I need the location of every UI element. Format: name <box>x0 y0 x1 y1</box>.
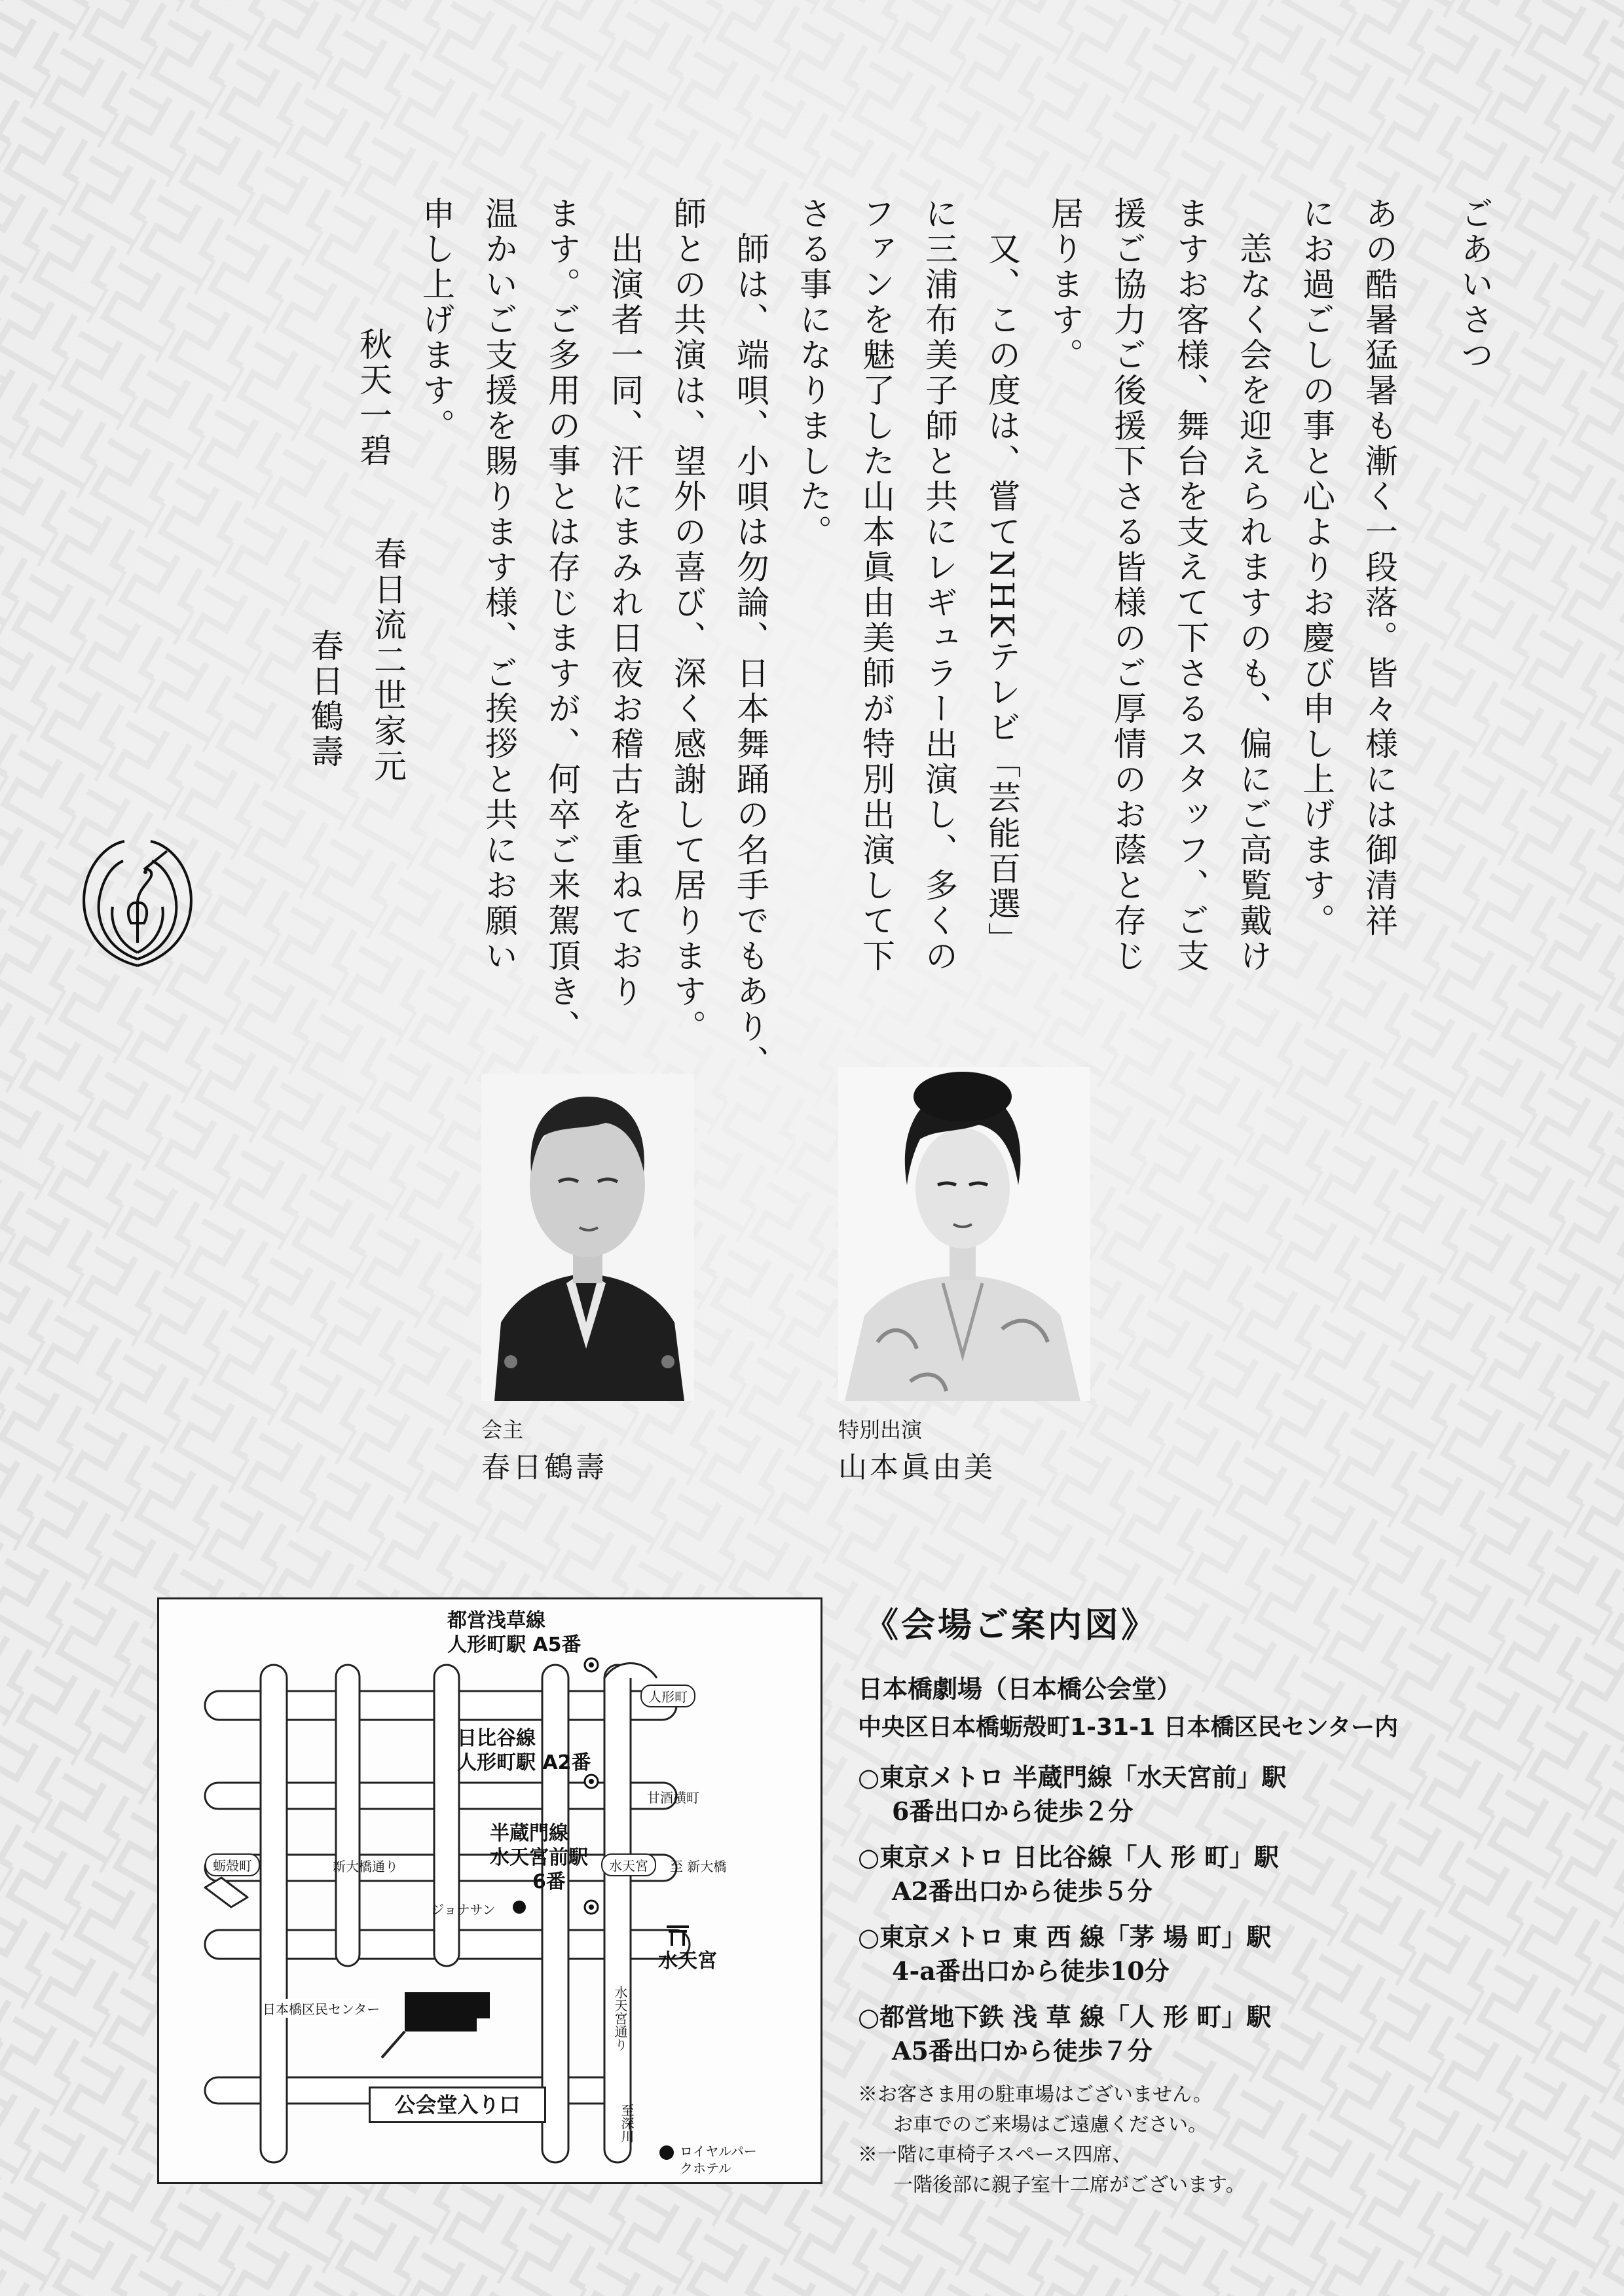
greeting-line: さる事になりました。 <box>794 196 832 550</box>
greeting-line: 居ります。 <box>1046 196 1084 373</box>
greeting-line: ますお客様、舞台を支えて下さるスタッフ、ご支 <box>1172 196 1209 974</box>
label-exit6: 6番 <box>532 1870 566 1893</box>
access-detail: 6番出口から徒歩２分 <box>892 1796 1134 1826</box>
access-line: ○東京メトロ 日比谷線「人 形 町」駅 <box>858 1842 1279 1872</box>
access-item <box>858 2000 1598 2068</box>
greeting-line: 申し上げます。 <box>417 196 455 444</box>
access-detail: A2番出口から徒歩５分 <box>892 1876 1153 1906</box>
note-line: ※一階に車椅子スペース四席、 <box>858 2143 1132 2166</box>
caption-role: 会主 <box>481 1417 524 1442</box>
greeting-line: ます。ご多用の事とは存じますが、何卒ご来駕頂き、 <box>543 196 581 1045</box>
label-entrance: 公会堂入り口 <box>369 2086 546 2123</box>
caption-kaishu <box>481 1414 607 1484</box>
label-suitengu-pill: 水天宮 <box>601 1853 656 1876</box>
greeting-line: にお過ごしの事と心よりお慶び申し上げます。 <box>1297 196 1335 939</box>
label-asakusa-line: 都営浅草線 <box>447 1609 545 1632</box>
crane-crest-icon <box>72 825 203 982</box>
label-ningyocho-a2: 人形町駅 A2番 <box>457 1751 591 1774</box>
label-suitengu-shrine: 水天宮 <box>658 1950 717 1973</box>
label-kumin-center: 日本橋区民センター <box>263 1999 380 2018</box>
note-line: お車でのご来場はご遠慮ください。 <box>893 2113 1208 2136</box>
label-amazake: 甘酒横町 <box>647 1790 699 1806</box>
label-suitengumae: 水天宮前駅 <box>490 1846 588 1869</box>
access-detail: A5番出口から徒歩７分 <box>892 2036 1153 2066</box>
label-to-shin-ohashi: 至 新大橋 <box>670 1859 727 1874</box>
venue-info <box>858 1597 1598 2200</box>
label-ningyocho-a5: 人形町駅 A5番 <box>447 1633 581 1656</box>
portrait-man-image <box>481 1074 694 1401</box>
greeting-signoff: 秋天一碧 <box>354 327 392 469</box>
note-line: ※お客さま用の駐車場はございません。 <box>858 2083 1213 2106</box>
access-line: ○東京メトロ 半蔵門線「水天宮前」駅 <box>858 1762 1287 1792</box>
portrait-kaishu <box>481 1074 694 1401</box>
caption-name: 山本眞由美 <box>838 1451 995 1484</box>
greeting-line: ファンを魅了した山本眞由美師が特別出演して下 <box>857 196 895 974</box>
access-item <box>858 1920 1598 1988</box>
label-shin-ohashi-dori: 新大橋通り <box>333 1859 398 1874</box>
greeting-line: 援ご協力ご後援下さる皆様のご厚情のお蔭と存じ <box>1109 196 1147 974</box>
label-hanzomon-line: 半蔵門線 <box>490 1822 568 1845</box>
label-to-fukagawa: 至深川 <box>619 2104 635 2143</box>
label-kakigara-pill: 蛎殻町 <box>205 1853 260 1876</box>
greeting-line: 又、この度は、嘗てNHKテレビ「芸能百選」 <box>983 196 1021 958</box>
greeting-line: 温かいご支援を賜ります様、ご挨拶と共にお願い <box>480 196 518 974</box>
caption-name: 春日鶴壽 <box>481 1451 607 1484</box>
access-item <box>858 1840 1598 1908</box>
access-line: ○都営地下鉄 浅 草 線「人 形 町」駅 <box>858 2002 1272 2032</box>
access-item <box>858 1760 1598 1829</box>
signature-block <box>293 537 419 784</box>
caption-guest <box>838 1414 995 1484</box>
access-line: ○東京メトロ 東 西 線「茅 場 町」駅 <box>858 1922 1272 1952</box>
label-hibiya-line: 日比谷線 <box>457 1727 536 1750</box>
greeting-line: 恙なく会を迎えられますのも、偏にご高覧戴け <box>1234 196 1272 974</box>
venue-name: 日本橋劇場（日本橋公会堂） <box>858 1675 1182 1704</box>
greeting-line: 師との共演は、望外の喜び、深く感謝して居ります。 <box>669 196 707 1045</box>
greeting-line: 出演者一同、汗にまみれ日夜お稽古を重ねており <box>606 196 644 1010</box>
greeting-title: ごあいさつ <box>1456 196 1494 373</box>
greeting-line: に三浦布美子師と共にレギュラー出演し、多くの <box>920 196 958 974</box>
access-detail: 4-a番出口から徒歩10分 <box>892 1956 1170 1986</box>
venue-notes <box>858 2080 1598 2200</box>
greeting-line: 師は、端唄、小唄は勿論、日本舞踊の名手でもあり、 <box>731 196 769 1080</box>
signature-title: 春日流二世家元 <box>369 537 407 784</box>
caption-role: 特別出演 <box>838 1417 923 1442</box>
venue-building <box>405 1992 490 2032</box>
portrait-guest <box>838 1067 1090 1401</box>
portrait-woman-image <box>838 1067 1090 1401</box>
access-list <box>858 1760 1598 2068</box>
signature-name: 春日鶴壽 <box>306 629 344 770</box>
venue-title: 《会場ご案内図》 <box>864 1606 1158 1645</box>
note-line: 一階後部に親子室十二席がございます。 <box>893 2174 1246 2196</box>
venue-map <box>157 1597 822 2184</box>
greeting-line: あの酷暑猛暑も漸く一段落。皆々様には御清祥 <box>1360 196 1398 939</box>
label-royal-park: ロイヤルパークホテル <box>680 2143 757 2176</box>
label-ningyocho-pill: 人形町 <box>640 1685 695 1707</box>
label-jonathan: ジョナサン <box>431 1902 496 1918</box>
label-suitengu-dori: 水天宮通り <box>612 1986 628 2051</box>
venue-address: 中央区日本橋蛎殻町1-31-1 日本橋区民センター内 <box>858 1714 1399 1741</box>
greeting-text <box>342 196 1506 1080</box>
